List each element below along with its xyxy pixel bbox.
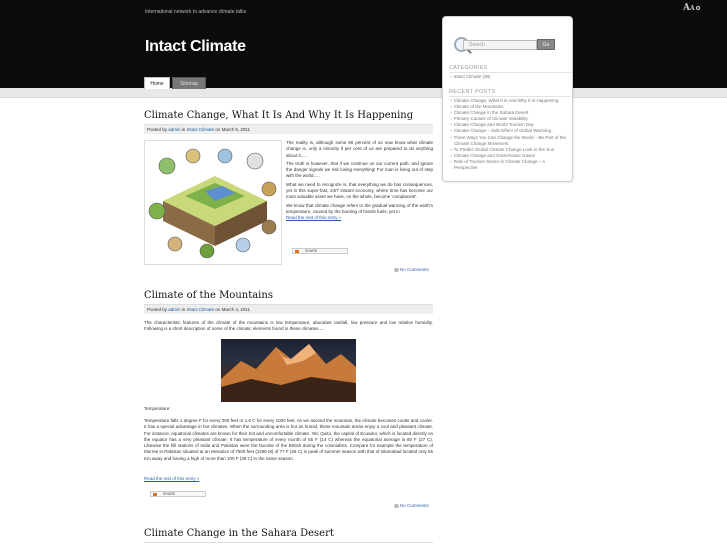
recent-post-link[interactable]: » Climate Change in the Sahara Desert <box>450 110 568 116</box>
author-link[interactable]: admin <box>168 307 181 312</box>
read-more-link[interactable]: Read the rest of this entry » <box>144 476 200 481</box>
post-2 <box>144 290 433 508</box>
meta-in: in <box>181 127 186 132</box>
recent-post-link[interactable]: » Climate Change, What It Is And Why It Is Happening <box>450 98 568 104</box>
post-title[interactable]: Climate Change, What It Is And Why It Is Happening <box>144 110 414 121</box>
climate-diagram-image <box>144 140 282 265</box>
post-1 <box>144 110 433 272</box>
category-link[interactable]: Intact Climate <box>186 127 215 132</box>
recent-posts-list <box>450 98 568 171</box>
search-input[interactable]: Search <box>463 40 537 50</box>
comments-link[interactable]: No Comments <box>394 267 429 272</box>
tab-home[interactable]: Home <box>144 77 170 89</box>
recent-post-link[interactable]: » Climate of the Mountains <box>450 104 568 110</box>
recent-post-link[interactable]: » Role of Tourism Sector in Climate Change – A Perspective <box>450 159 568 171</box>
font-size-large: A <box>683 3 690 13</box>
temperature-heading: Temperature: <box>144 406 171 411</box>
read-more-link[interactable]: Read the rest of this entry » <box>286 215 342 221</box>
meta-in: in <box>181 307 186 312</box>
meta-prefix: Posted by <box>147 127 168 132</box>
site-tagline: International network to advance climate talks <box>145 9 247 15</box>
post-date: on March 4, 2011 <box>215 307 251 312</box>
paragraph: The truth is however, that if we continue on our current path, and ignore the danger signals we risk losing everything! For man is living out of step with the world..... <box>286 160 433 179</box>
post-intro: The characteristic features of the climate of the mountains is low temperature, abundant rainfall, low pressure and low relative humidity. Following is a short description of some of the climatic elements found in these climates..... <box>144 320 433 332</box>
post-title[interactable]: Climate Change in the Sahara Desert <box>144 528 334 539</box>
comments-link[interactable]: No Comments <box>394 503 429 508</box>
post-3 <box>144 528 433 539</box>
paragraph: We know that climate change refers to the gradual warming of the earth's temperature, caused by the burning of fossils fuels, yet in <box>286 202 433 214</box>
divider <box>144 542 433 543</box>
post-meta <box>144 305 433 314</box>
share-button[interactable]: SHARE <box>292 248 348 254</box>
font-size-small: A <box>689 5 695 12</box>
post-meta <box>144 125 433 134</box>
recent-post-link[interactable]: » Three Ways You Can Change the World – Be Part of the Climate Change Movement <box>450 135 568 147</box>
share-button[interactable]: SHARE <box>150 491 206 497</box>
mountain-photo <box>221 339 356 402</box>
search-button[interactable]: Go <box>537 39 555 50</box>
site-header <box>0 0 727 88</box>
category-item[interactable]: » Intact Climate (39) <box>450 74 568 80</box>
sidebar <box>442 16 573 182</box>
categories-heading: CATEGORIES <box>449 65 488 71</box>
divider <box>449 72 571 73</box>
recent-post-link[interactable]: » Climate Change and Greenhouse Gases <box>450 153 568 159</box>
temperature-body: Temperature falls 1 degree F for every 300 feet or 1.6 C for every 1000 feet. As we ascend the mountain, the climate becomes cooler and cooler. It has a special advantage in hot climates. When the surrounding area is hot an humid, these mountain areas enjoy a cool and pleasant climate. For instance, equatorial climates are known for their hot and uncomfortable climate. Yet, Quito, the capitol of Ecuador, which is located directly on the equator has a very pleasant climate. It has temperature of every month of 55 F (14 C) whereas the equatorial average is 80 F (27 C). Likewise the hill stations of India and Pakistan were the favorite of the British during the colonialists. Compare for example the temperature of Murree in Pakistan situated at an elevation of 7500 feet (2290 M) of 77 F (25 C) in peak of summer season with that of Islamabad located only 55 Km away and having a high of more than 100 F (38 C) in the same season. <box>144 418 433 461</box>
nav-bar <box>0 88 727 98</box>
meta-prefix: Posted by <box>147 307 168 312</box>
recent-post-link[interactable]: » Climate Change – Side Effect of Global Warming <box>450 128 568 134</box>
divider <box>449 96 571 97</box>
post-excerpt <box>286 140 433 222</box>
recent-posts-heading: RECENT POSTS <box>449 89 496 95</box>
recent-post-link[interactable]: » To Predict Global Climate Change Look to the Sun <box>450 147 568 153</box>
font-size-toggle[interactable] <box>683 3 700 13</box>
category-list <box>450 74 568 80</box>
recent-post-link[interactable]: » Climate Change and World Tourism Day <box>450 122 568 128</box>
site-title[interactable]: Intact Climate <box>145 38 246 55</box>
paragraph: What we need to recognize is, that everything we do has consequences, yet in this super-fast, 24/7 instant economy, where time has become our most valuable asset we have, on the whole, become 'complacent'. <box>286 181 433 200</box>
category-link[interactable]: Intact Climate <box>186 307 215 312</box>
font-size-icon <box>696 6 700 10</box>
post-date: on March 5, 2011 <box>215 127 251 132</box>
author-link[interactable]: admin <box>168 127 181 132</box>
post-title[interactable]: Climate of the Mountains <box>144 290 273 301</box>
paragraph: The reality is, although some 90 percent of us now know what climate change is, only a minority if per cent of us are prepared to do anything about it..... <box>286 140 433 158</box>
tab-sitemap[interactable]: Sitemap <box>172 77 206 89</box>
recent-post-link[interactable]: » Primary Causes of Climate Variability <box>450 116 568 122</box>
